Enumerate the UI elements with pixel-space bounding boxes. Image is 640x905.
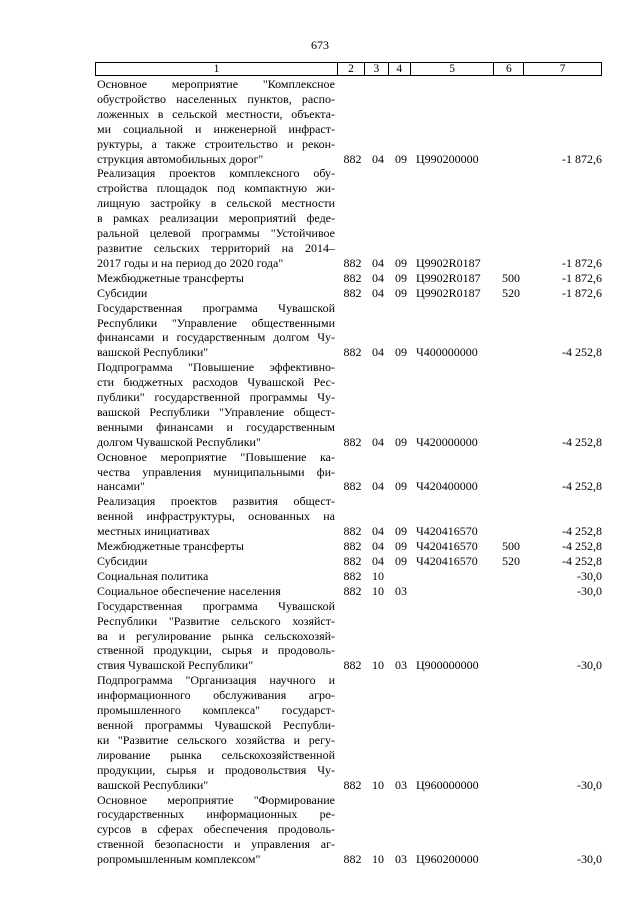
page-number: 673: [311, 38, 329, 52]
row-admin-code: 882: [343, 554, 362, 568]
row-target-code: Ч420416570: [416, 554, 478, 568]
row-name: [97, 554, 339, 569]
row-amount: -1 872,6: [562, 285, 602, 300]
row-name-line: ственной продукции, сырья и продоволь-: [97, 643, 335, 658]
row-name-line: местных инициативах: [97, 524, 210, 539]
row-name-line: Межбюджетные трансферты: [97, 539, 244, 554]
row-section: 10: [372, 583, 384, 598]
row-target-code: Ч420416570: [416, 539, 478, 554]
row-name: [97, 166, 339, 270]
row-section: 04: [372, 270, 384, 285]
table-row: [97, 554, 602, 569]
row-amount: -4 252,8: [562, 434, 602, 449]
row-admin-code: 882: [343, 568, 362, 583]
row-name-line: продукции, сырья и продовольствия Чу-: [97, 762, 335, 777]
table-body: [97, 77, 602, 867]
row-amount: -4 252,8: [562, 554, 602, 568]
row-name: [97, 286, 339, 301]
row-target-code: Ц9902R0187: [416, 270, 481, 285]
row-name-line: руктуры, а также строительство и рекон-: [97, 136, 335, 151]
table-row: [97, 494, 602, 539]
table-row: [97, 450, 602, 495]
row-target-code: Ц900000000: [416, 658, 479, 673]
row-admin-code: 882: [343, 285, 362, 300]
row-name-line: сурсов в сферах обеспечения продоволь-: [97, 822, 335, 837]
row-name-line: ложенных в сельской местности, объекта-: [97, 106, 335, 121]
row-admin-code: 882: [343, 479, 362, 494]
row-name-line: публики" государственной программы Чу-: [97, 390, 335, 405]
row-name-line: венными финансами и государственным: [97, 419, 335, 434]
table-row: [97, 539, 602, 554]
row-name-line: Основное мероприятие "Формирование: [97, 792, 335, 807]
row-name: [97, 77, 339, 166]
row-admin-code: 882: [343, 434, 362, 449]
row-name-line: ми социальной и инженерной инфраст-: [97, 121, 335, 136]
row-subsection: 03: [395, 658, 407, 673]
row-section: 04: [372, 539, 384, 554]
row-name-line: лищную застройку в сельской местности: [97, 196, 335, 211]
row-section: 04: [372, 434, 384, 449]
row-admin-code: 882: [343, 852, 362, 867]
row-name-line: информационного обслуживания агро-: [97, 688, 335, 703]
table-row: [97, 673, 602, 792]
row-target-code: Ч420000000: [416, 434, 478, 449]
row-name: [97, 584, 339, 599]
row-name-line: Подпрограмма "Повышение эффективно-: [97, 360, 335, 375]
row-name-line: Реализация проектов комплексного обу-: [97, 166, 335, 181]
row-name-line: Социальная политика: [97, 568, 209, 583]
header-col-7: 7: [523, 63, 601, 75]
row-name-line: вашской Республики "Управление общест-: [97, 404, 335, 419]
row-admin-code: 882: [343, 270, 362, 285]
row-amount: -30,0: [577, 777, 602, 792]
row-name-line: венной программы Чувашской Республи-: [97, 717, 335, 732]
row-name-line: Республики "Развитие сельского хозяйст-: [97, 613, 335, 628]
table-row: [97, 793, 602, 868]
row-name-line: сти бюджетных расходов Чувашской Рес-: [97, 375, 335, 390]
row-section: 04: [372, 285, 384, 300]
row-section: 10: [372, 568, 384, 583]
row-section: 10: [372, 777, 384, 792]
row-name-line: Межбюджетные трансферты: [97, 270, 244, 285]
row-name: [97, 539, 339, 554]
row-name-line: ральной целевой программы "Устойчивое: [97, 226, 335, 241]
row-name-line: ропромышленным комплексом": [97, 852, 261, 867]
row-subsection: 09: [395, 255, 407, 270]
row-subsection: 09: [395, 285, 407, 300]
row-subsection: 03: [395, 777, 407, 792]
header-col-1: 1: [213, 63, 220, 75]
row-subsection: 09: [395, 270, 407, 285]
row-name-line: Основное мероприятие "Комплексное: [97, 77, 335, 91]
row-name-line: ва и регулирование рынка сельскохозяй-: [97, 628, 335, 643]
row-subsection: 03: [395, 583, 407, 598]
row-name-line: вашской Республики": [97, 777, 209, 792]
row-name-line: ственной безопасности и управления аг-: [97, 837, 335, 852]
row-amount: -4 252,8: [562, 345, 602, 360]
row-name-line: 2017 годы и на период до 2020 года": [97, 255, 284, 270]
row-name-line: ки "Развитие сельского хозяйства и регу-: [97, 732, 335, 747]
header-col-4: 4: [388, 63, 410, 75]
row-name-line: Государственная программа Чувашской: [97, 300, 335, 315]
row-section: 04: [372, 151, 384, 166]
row-target-code: Ч420400000: [416, 479, 478, 494]
table-row: [97, 271, 602, 286]
row-target-code: Ц960000000: [416, 777, 479, 792]
row-section: 04: [372, 554, 384, 568]
row-name-line: государственных информационных ре-: [97, 807, 335, 822]
row-subsection: 09: [395, 345, 407, 360]
row-section: 10: [372, 658, 384, 673]
table-row: [97, 286, 602, 301]
row-amount: -4 252,8: [562, 479, 602, 494]
row-subsection: 09: [395, 434, 407, 449]
row-admin-code: 882: [343, 777, 362, 792]
row-expense-type: 520: [502, 554, 520, 568]
row-name-line: Социальное обеспечение населения: [97, 583, 281, 598]
row-subsection: 09: [395, 524, 407, 539]
row-name-line: Подпрограмма "Организация научного и: [97, 673, 335, 688]
row-admin-code: 882: [343, 524, 362, 539]
row-name: [97, 793, 339, 868]
row-name-line: лирование рынка сельскохозяйственной: [97, 747, 335, 762]
row-name: [97, 599, 339, 674]
row-name-line: ствия Чувашской Республики": [97, 658, 254, 673]
row-subsection: 03: [395, 852, 407, 867]
row-name-line: нансами": [97, 479, 145, 494]
row-name-line: вашской Республики": [97, 345, 209, 360]
table-row: [97, 360, 602, 449]
row-name: [97, 360, 339, 449]
row-target-code: Ц990200000: [416, 151, 479, 166]
row-name: [97, 271, 339, 286]
row-name-line: Республики "Управление общественными: [97, 315, 335, 330]
table-header: [95, 62, 602, 76]
row-name-line: венной инфраструктуры, основанных на: [97, 509, 335, 524]
row-amount: -1 872,6: [562, 270, 602, 285]
header-col-6: 6: [493, 63, 523, 75]
row-section: 10: [372, 852, 384, 867]
row-name-line: чества управления муниципальными фи-: [97, 464, 335, 479]
row-amount: -30,0: [577, 568, 602, 583]
row-target-code: Ц9902R0187: [416, 285, 481, 300]
row-amount: -1 872,6: [562, 151, 602, 166]
row-admin-code: 882: [343, 151, 362, 166]
row-name-line: Государственная программа Чувашской: [97, 598, 335, 613]
row-subsection: 09: [395, 539, 407, 554]
row-name-line: струкция автомобильных дорог": [97, 151, 264, 166]
row-expense-type: 520: [502, 285, 520, 300]
table-row: [97, 77, 602, 166]
row-name-line: Реализация проектов развития общест-: [97, 494, 335, 509]
row-name-line: развитие сельских территорий на 2014–: [97, 240, 335, 255]
row-section: 04: [372, 255, 384, 270]
row-amount: -1 872,6: [562, 255, 602, 270]
row-section: 04: [372, 345, 384, 360]
row-name-line: промышленного комплекса" государст-: [97, 703, 335, 718]
row-expense-type: 500: [502, 270, 520, 285]
row-name-line: в рамках реализации мероприятий феде-: [97, 211, 335, 226]
row-amount: -30,0: [577, 583, 602, 598]
row-name-line: обустройство населенных пунктов, распо-: [97, 91, 335, 106]
row-subsection: 09: [395, 151, 407, 166]
header-col-5: 5: [410, 63, 494, 75]
row-admin-code: 882: [343, 583, 362, 598]
row-amount: -4 252,8: [562, 539, 602, 554]
row-admin-code: 882: [343, 658, 362, 673]
row-name: [97, 450, 339, 495]
table-row: [97, 599, 602, 674]
row-subsection: 09: [395, 554, 407, 568]
table-row: [97, 569, 602, 584]
row-name-line: финансами и государственным долгом Чу-: [97, 330, 335, 345]
row-amount: -30,0: [577, 658, 602, 673]
table-row: [97, 166, 602, 270]
row-subsection: 09: [395, 479, 407, 494]
row-expense-type: 500: [502, 539, 520, 554]
row-admin-code: 882: [343, 539, 362, 554]
row-name: [97, 301, 339, 361]
row-target-code: Ц9902R0187: [416, 255, 481, 270]
row-name: [97, 569, 339, 584]
row-name-line: стройства площадок под компактную жи-: [97, 181, 335, 196]
row-name: [97, 673, 339, 792]
row-name: [97, 494, 339, 539]
row-name-line: Субсидии: [97, 285, 148, 300]
row-section: 04: [372, 524, 384, 539]
row-name-line: долгом Чувашской Республики": [97, 434, 261, 449]
row-target-code: Ч400000000: [416, 345, 478, 360]
row-section: 04: [372, 479, 384, 494]
header-col-2: 2: [337, 63, 364, 75]
row-admin-code: 882: [343, 345, 362, 360]
row-amount: -4 252,8: [562, 524, 602, 539]
header-col-3: 3: [364, 63, 388, 75]
row-target-code: Ц960200000: [416, 852, 479, 867]
table-row: [97, 301, 602, 361]
row-amount: -30,0: [577, 852, 602, 867]
row-target-code: Ч420416570: [416, 524, 478, 539]
row-name-line: Субсидии: [97, 554, 148, 568]
row-name-line: Основное мероприятие "Повышение ка-: [97, 449, 335, 464]
table-row: [97, 584, 602, 599]
row-admin-code: 882: [343, 255, 362, 270]
